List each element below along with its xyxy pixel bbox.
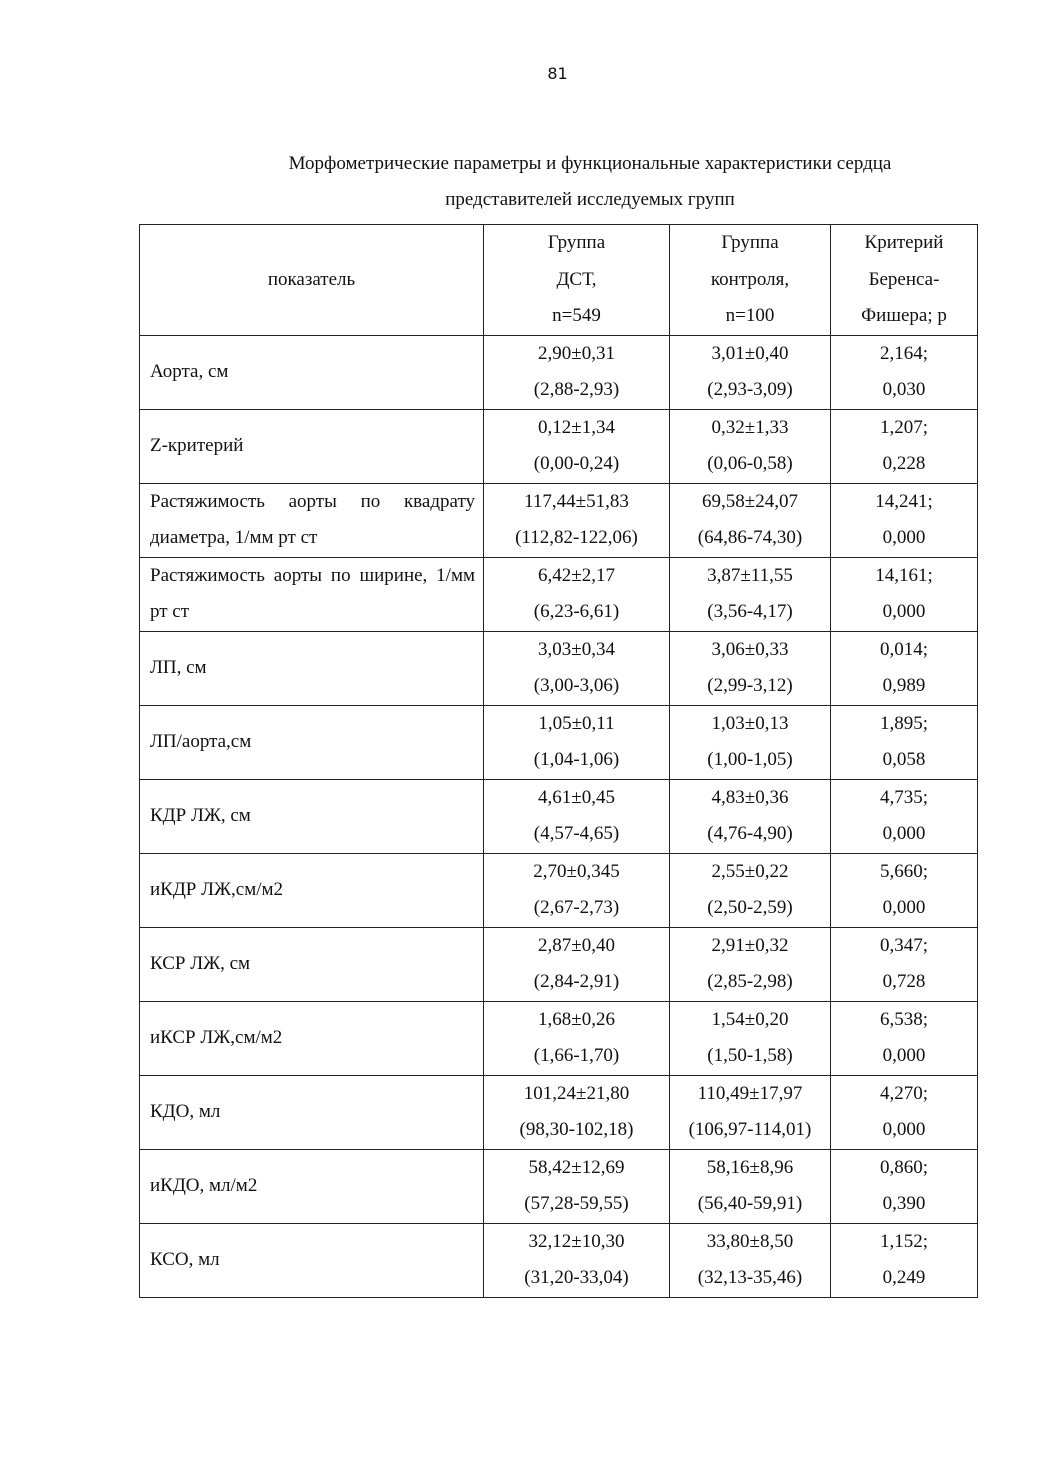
cell-dst-line: (57,28-59,55): [524, 1193, 629, 1214]
cell-ctrl-line: 3,01±0,40: [711, 342, 789, 364]
table-row: [140, 853, 978, 927]
table-row: [140, 927, 978, 1001]
cell-ctrl: [670, 705, 831, 779]
cell-bf: [831, 1223, 978, 1297]
cell-ctrl-line: 69,58±24,07: [702, 490, 798, 512]
cell-bf-line: 0,000: [882, 1119, 926, 1140]
table-row: [140, 557, 978, 631]
cell-bf: [831, 335, 978, 409]
cell-ctrl-line: (2,85-2,98): [707, 971, 793, 992]
cell-dst-line: (1,66-1,70): [533, 1045, 620, 1066]
table-row: [140, 1001, 978, 1075]
cell-bf-line: 0,249: [882, 1267, 926, 1288]
cell-bf: [831, 779, 978, 853]
cell-dst-line: 4,61±0,45: [538, 786, 615, 808]
cell-bf-line: 0,728: [882, 971, 926, 992]
cell-ctrl: [670, 1149, 831, 1223]
cell-dst-line: (3,00-3,06): [533, 675, 620, 696]
cell-dst: [484, 409, 670, 483]
table-row: [140, 631, 978, 705]
cell-dst-line: (31,20-33,04): [524, 1267, 629, 1288]
cell-bf-line: 1,152;: [879, 1230, 929, 1252]
cell-bf-line: 0,030: [882, 379, 926, 400]
cell-bf-line: 14,161;: [875, 564, 933, 586]
cell-dst: [484, 557, 670, 631]
row-indicator-label: Аорта, см: [140, 335, 484, 409]
row-indicator-label: КСР ЛЖ, см: [140, 927, 484, 1001]
cell-bf-line: 0,000: [882, 527, 926, 548]
data-table: [139, 224, 978, 1298]
cell-dst-line: 58,42±12,69: [528, 1156, 625, 1178]
cell-ctrl: [670, 409, 831, 483]
cell-bf-line: 0,000: [882, 1045, 926, 1066]
cell-bf-line: 14,241;: [875, 490, 933, 512]
cell-dst-line: 3,03±0,34: [538, 638, 615, 660]
header-criterion: [831, 225, 978, 336]
table-row: [140, 335, 978, 409]
header-indicator: [140, 225, 484, 336]
cell-bf-line: 0,390: [882, 1193, 926, 1214]
cell-ctrl-line: 33,80±8,50: [706, 1230, 794, 1252]
table-title-line-2: представителей исследуемых групп: [445, 189, 735, 210]
cell-ctrl-line: 3,87±11,55: [707, 564, 793, 586]
cell-bf-line: 0,000: [882, 897, 926, 918]
row-indicator-label: иКСР ЛЖ,см/м2: [140, 1001, 484, 1075]
row-indicator-label: КДР ЛЖ, см: [140, 779, 484, 853]
cell-bf-line: 0,000: [882, 823, 926, 844]
header-dst-line: Группа: [547, 232, 606, 253]
cell-bf-line: 0,860;: [879, 1156, 929, 1178]
cell-bf: [831, 1149, 978, 1223]
cell-dst-line: (98,30-102,18): [519, 1119, 634, 1140]
cell-ctrl-line: (64,86-74,30): [697, 527, 803, 548]
cell-ctrl: [670, 1223, 831, 1297]
cell-ctrl: [670, 927, 831, 1001]
cell-ctrl: [670, 853, 831, 927]
cell-dst: [484, 1001, 670, 1075]
header-control-line: Группа: [721, 232, 779, 253]
table-row: [140, 705, 978, 779]
header-criterion-line: Критерий: [864, 232, 944, 253]
cell-dst-line: 2,87±0,40: [538, 934, 615, 956]
row-indicator-label: Растяжимость аорты по ширине, 1/мм рт ст: [140, 557, 484, 631]
cell-dst: [484, 705, 670, 779]
cell-bf-line: 2,164;: [879, 342, 929, 364]
cell-ctrl: [670, 779, 831, 853]
cell-ctrl: [670, 335, 831, 409]
cell-dst-line: 1,68±0,26: [538, 1008, 615, 1030]
cell-ctrl-line: (2,99-3,12): [707, 675, 793, 696]
cell-ctrl-line: 1,54±0,20: [711, 1008, 789, 1030]
cell-ctrl-line: (1,00-1,05): [707, 749, 793, 770]
cell-dst-line: 6,42±2,17: [538, 564, 615, 586]
cell-ctrl-line: (4,76-4,90): [707, 823, 793, 844]
header-control-group: [670, 225, 831, 336]
cell-ctrl-line: 4,83±0,36: [711, 786, 789, 808]
table-title-line-1: Морфометрические параметры и функциональные характеристики сердца: [288, 153, 892, 174]
cell-ctrl: [670, 631, 831, 705]
cell-ctrl-line: (56,40-59,91): [697, 1193, 803, 1214]
cell-ctrl: [670, 483, 831, 557]
cell-dst-line: (6,23-6,61): [533, 601, 620, 622]
table-row: [140, 1223, 978, 1297]
cell-ctrl: [670, 1075, 831, 1149]
cell-dst: [484, 853, 670, 927]
cell-dst-line: (4,57-4,65): [533, 823, 620, 844]
cell-dst: [484, 1075, 670, 1149]
cell-ctrl-line: 110,49±17,97: [697, 1082, 803, 1104]
cell-bf-line: 6,538;: [879, 1008, 929, 1030]
cell-ctrl-line: (1,50-1,58): [707, 1045, 793, 1066]
cell-dst: [484, 1223, 670, 1297]
table-row: [140, 779, 978, 853]
cell-bf: [831, 853, 978, 927]
cell-ctrl-line: 0,32±1,33: [711, 416, 789, 438]
cell-ctrl-line: (2,50-2,59): [707, 897, 793, 918]
header-control-line: n=100: [725, 305, 775, 326]
header-indicator-label: показатель: [267, 268, 356, 290]
cell-dst: [484, 483, 670, 557]
cell-dst-line: 32,12±10,30: [528, 1230, 625, 1252]
row-indicator-label: Растяжимость аорты по квадрату диаметра, 1/мм рт ст: [140, 483, 484, 557]
cell-bf-line: 1,207;: [879, 416, 929, 438]
cell-bf-line: 0,989: [882, 675, 926, 696]
cell-bf-line: 4,270;: [879, 1082, 929, 1104]
cell-ctrl-line: 3,06±0,33: [711, 638, 789, 660]
cell-ctrl-line: (32,13-35,46): [697, 1267, 803, 1288]
cell-ctrl-line: 2,91±0,32: [711, 934, 789, 956]
cell-bf-line: 0,058: [882, 749, 926, 770]
cell-bf-line: 0,228: [882, 453, 926, 474]
cell-ctrl-line: (106,97-114,01): [688, 1119, 812, 1140]
cell-bf: [831, 1001, 978, 1075]
cell-dst-line: (1,04-1,06): [533, 749, 620, 770]
row-indicator-label: иКДО, мл/м2: [140, 1149, 484, 1223]
table-row: [140, 409, 978, 483]
header-dst-group: [484, 225, 670, 336]
cell-dst: [484, 1149, 670, 1223]
page-number: 81: [547, 64, 568, 83]
cell-dst-line: 2,70±0,345: [533, 860, 620, 882]
header-criterion-line: Фишера; р: [861, 305, 947, 326]
cell-dst: [484, 927, 670, 1001]
row-indicator-label: ЛП, см: [140, 631, 484, 705]
row-indicator-label: Z-критерий: [140, 409, 484, 483]
table-body: [140, 335, 978, 1297]
cell-dst-line: 101,24±21,80: [523, 1082, 630, 1104]
cell-ctrl-line: 1,03±0,13: [711, 712, 789, 734]
cell-bf: [831, 631, 978, 705]
header-dst-line: ДСТ,: [556, 268, 597, 290]
header-dst-line: n=549: [552, 305, 601, 326]
cell-ctrl: [670, 557, 831, 631]
cell-bf: [831, 705, 978, 779]
cell-ctrl-line: (0,06-0,58): [707, 453, 793, 474]
cell-dst: [484, 779, 670, 853]
cell-bf-line: 0,347;: [879, 934, 929, 956]
header-control-line: контроля,: [710, 268, 790, 290]
cell-dst-line: (2,84-2,91): [533, 971, 620, 992]
cell-dst-line: 0,12±1,34: [538, 416, 615, 438]
cell-dst: [484, 335, 670, 409]
cell-ctrl-line: (2,93-3,09): [707, 379, 793, 400]
table-row: [140, 1075, 978, 1149]
cell-bf-line: 5,660;: [879, 860, 929, 882]
cell-dst: [484, 631, 670, 705]
cell-bf: [831, 557, 978, 631]
cell-dst-line: 1,05±0,11: [538, 712, 615, 734]
cell-ctrl-line: (3,56-4,17): [707, 601, 793, 622]
cell-bf-line: 1,895;: [879, 712, 929, 734]
cell-bf: [831, 927, 978, 1001]
table-header-row: [140, 225, 978, 336]
cell-dst-line: (2,67-2,73): [533, 897, 620, 918]
table-row: [140, 1149, 978, 1223]
row-indicator-label: КДО, мл: [140, 1075, 484, 1149]
cell-ctrl: [670, 1001, 831, 1075]
cell-bf-line: 0,000: [882, 601, 926, 622]
cell-bf-line: 4,735;: [879, 786, 929, 808]
row-indicator-label: ЛП/аорта,см: [140, 705, 484, 779]
header-criterion-line: Беренса-: [868, 268, 940, 290]
cell-dst-line: (2,88-2,93): [533, 379, 620, 400]
table-row: [140, 483, 978, 557]
cell-dst-line: (0,00-0,24): [533, 453, 620, 474]
cell-bf: [831, 409, 978, 483]
cell-dst-line: 117,44±51,83: [524, 490, 629, 512]
cell-ctrl-line: 2,55±0,22: [711, 860, 789, 882]
cell-ctrl-line: 58,16±8,96: [706, 1156, 794, 1178]
cell-bf: [831, 483, 978, 557]
cell-dst-line: 2,90±0,31: [538, 342, 615, 364]
cell-bf: [831, 1075, 978, 1149]
row-indicator-label: КСО, мл: [140, 1223, 484, 1297]
cell-dst-line: (112,82-122,06): [515, 527, 638, 548]
row-indicator-label: иКДР ЛЖ,см/м2: [140, 853, 484, 927]
cell-bf-line: 0,014;: [879, 638, 929, 660]
